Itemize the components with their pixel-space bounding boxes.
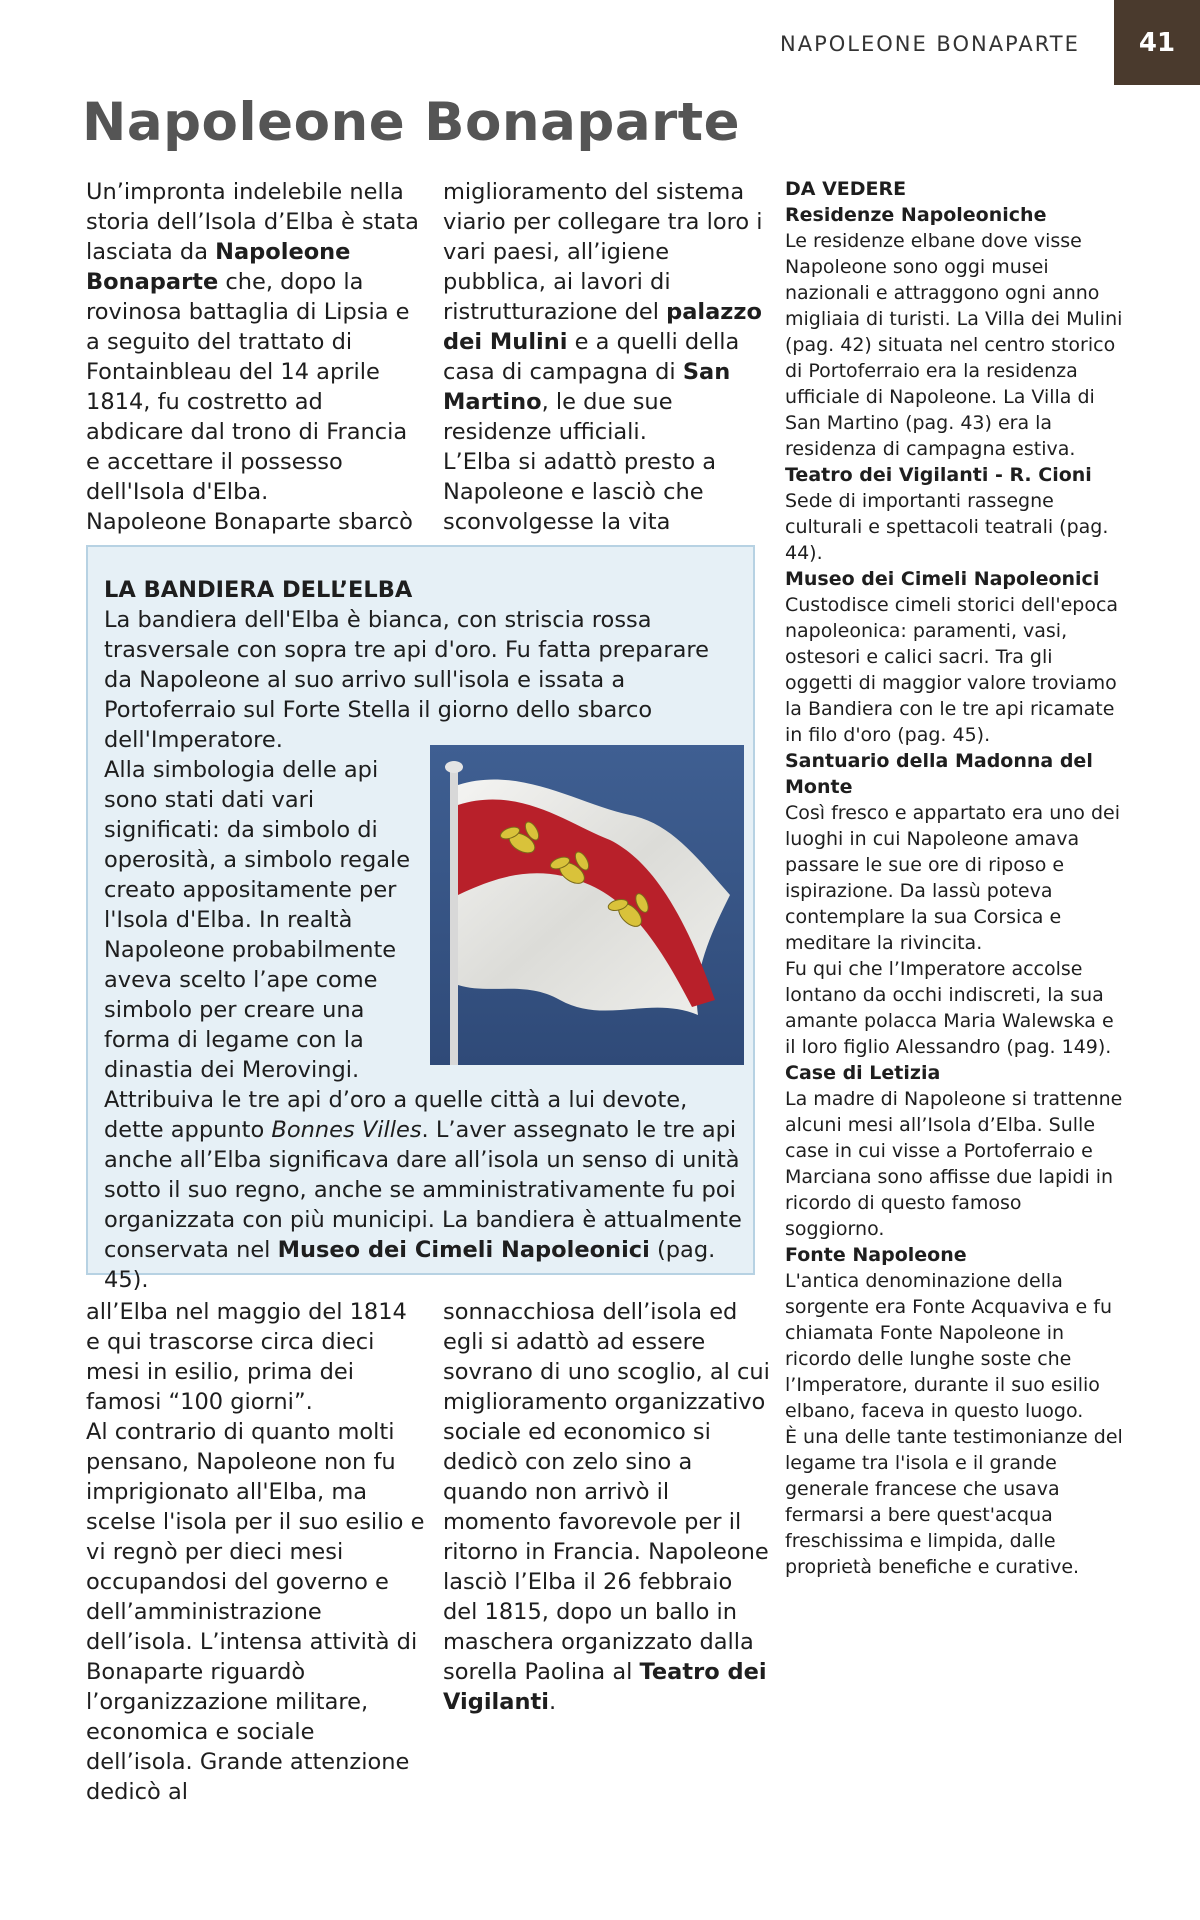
paragraph: [86, 177, 426, 507]
bold-text: San Martino: [443, 359, 731, 415]
sidebar-item-text: È una delle tante testimonianze del legame tra l'isola e il grande generale francese che usava fermarsi a bere quest'acqua freschissima e limpida, dalle proprietà benefiche e curative.: [785, 1426, 1123, 1578]
sidebar-item-text: Custodisce cimeli storici dell'epoca napoleonica: paramenti, vasi, ostesori e calici sacri. Tra gli oggetti di maggior valore troviamo la Bandiera con le tre api ricamate in filo d'oro (pag. 45).: [785, 594, 1119, 746]
running-header: NAPOLEONE BONAPARTE: [780, 32, 1080, 56]
text: sonnacchiosa dell’isola ed egli si adattò ad essere sovrano di uno scoglio, al cui miglioramento organizzativo sociale ed economico si dedicò con zelo sino a quando non arrivò il momento favorevole per il ritorno in Francia. Napoleone lasciò l’Elba il 26 febbraio del 1815, dopo un ballo in maschera organizzato dalla sorella Paolina al: [443, 1299, 770, 1685]
sidebar-da-vedere: [785, 176, 1125, 1580]
sidebar-item-title: Teatro dei Vigilanti - R. Cioni: [785, 464, 1092, 486]
paragraph: all’Elba nel maggio del 1814 e qui trascorse circa dieci mesi in esilio, prima dei famosi “100 giorni”.: [86, 1299, 407, 1415]
paragraph: [443, 1297, 773, 1717]
sidebar-item-title: Case di Letizia: [785, 1062, 941, 1084]
text: Alla simbologia delle api sono stati dati vari significati: da simbolo di operosità, a simbolo regale creato appositamente per l'Isola d'Elba. In realtà Napoleone probabilmente aveva scelto l’ape come simbolo per creare una forma di legame con la dinastia dei Merovingi. Attribuiva le tre api d’oro a quelle città a lui devote, dette appunto: [104, 757, 688, 1143]
sidebar-item-text: Sede di importanti rassegne culturali e spettacoli teatrali (pag. 44).: [785, 490, 1109, 564]
sidebar-heading: DA VEDERE: [785, 178, 907, 200]
text: .: [548, 1689, 557, 1715]
text: La bandiera dell'Elba è bianca, con striscia rossa trasversale con sopra tre api d'oro. Fu fatta preparare da Napoleone al suo arrivo sull'isola e issata a Portoferraio sul Forte Stella il giorno dello sbarco dell'Imperatore.: [104, 607, 709, 753]
bold-text: palazzo dei Mulini: [443, 299, 762, 355]
column-2-top: [443, 177, 773, 537]
sidebar-item-title: Museo dei Cimeli Napoleonici: [785, 568, 1100, 590]
text: e a quelli della casa di campagna di: [443, 329, 740, 385]
text: Un’impronta indelebile nella storia dell’Isola d’Elba è stata lasciata da: [86, 179, 419, 265]
page-title: Napoleone Bonaparte: [82, 92, 741, 153]
sidebar-item-text: Le residenze elbane dove visse Napoleone sono oggi musei nazionali e attraggono ogni anno migliaia di turisti. La Villa dei Mulini (pag. 42) situata nel centro storico di Portoferraio era la residenza ufficiale di Napoleone. La Villa di San Martino (pag. 43) era la residenza di campagna estiva.: [785, 230, 1123, 460]
sidebar-item-text: La madre di Napoleone si trattenne alcuni mesi all’Isola d’Elba. Sulle case in cui visse a Portoferraio e Marciana sono affisse due lapidi in ricordo di questo famoso soggiorno.: [785, 1088, 1123, 1240]
bold-text: Museo dei Cimeli Napoleonici: [277, 1237, 650, 1263]
flag-info-box: [86, 545, 755, 1293]
sidebar-item-title: Residenze Napoleoniche: [785, 204, 1047, 226]
elba-flag-image: [430, 745, 744, 1065]
text: (pag. 45).: [104, 1237, 716, 1293]
paragraph: [104, 605, 744, 755]
sidebar-item-text: L'antica denominazione della sorgente era Fonte Acquaviva e fu chiamata Fonte Napoleone in ricordo delle lunghe soste che l’Imperatore, durante il suo esilio elbano, faceva in questo luogo.: [785, 1270, 1113, 1422]
paragraph: [443, 177, 773, 447]
column-2-bottom: [443, 1297, 773, 1717]
text: miglioramento del sistema viario per collegare tra loro i vari paesi, all’igiene pubblica, ai lavori di ristrutturazione del: [443, 179, 763, 325]
text: , le due sue residenze ufficiali.: [443, 389, 673, 445]
sidebar-item-title: Santuario della Madonna del Monte: [785, 750, 1093, 798]
italic-text: Bonnes Villes: [271, 1117, 422, 1143]
box-content: [104, 575, 744, 1295]
flag-photo: [430, 745, 744, 1065]
bold-text: Napoleone Bonaparte: [86, 239, 351, 295]
page-number: 41: [1114, 0, 1200, 85]
paragraph: L’Elba si adattò presto a Napoleone e lasciò che sconvolgesse la vita: [443, 449, 717, 535]
column-1-top: [86, 177, 426, 537]
paragraph: Al contrario di quanto molti pensano, Napoleone non fu imprigionato all'Elba, ma scelse l'isola per il suo esilio e vi regnò per dieci mesi occupandosi del governo e dell’amministrazione dell’isola. L’intensa attività di Bonaparte riguardò l’organizzazione militare, economica e sociale dell’isola. Grande attenzione dedicò al: [86, 1419, 425, 1805]
paragraph: Napoleone Bonaparte sbarcò: [86, 509, 413, 535]
sidebar-item-text: Così fresco e appartato era uno dei luoghi in cui Napoleone amava passare le sue ore di riposo e ispirazione. Da lassù poteva contemplare la sua Corsica e meditare la rivincita.: [785, 802, 1121, 954]
sidebar-item-title: Fonte Napoleone: [785, 1244, 967, 1266]
text: che, dopo la rovinosa battaglia di Lipsia e a seguito del trattato di Fontainbleau del 14 aprile 1814, fu costretto ad abdicare dal trono di Francia e accettare il possesso dell'Isola d'Elba.: [86, 269, 410, 505]
bold-text: Teatro dei Vigilanti: [443, 1659, 767, 1715]
box-heading: LA BANDIERA DELL’ELBA: [104, 577, 413, 603]
sidebar-item-text: Fu qui che l’Imperatore accolse lontano da occhi indiscreti, la sua amante polacca Maria Walewska e il loro figlio Alessandro (pag. 149).: [785, 958, 1114, 1058]
text: . L’aver assegnato le tre api anche all’Elba significava dare all’isola un senso di unità sotto il suo regno, anche se amministrativamente fu poi organizzata con più municipi. La bandiera è attualmente conservata nel: [104, 1117, 742, 1263]
column-1-bottom: [86, 1297, 426, 1807]
